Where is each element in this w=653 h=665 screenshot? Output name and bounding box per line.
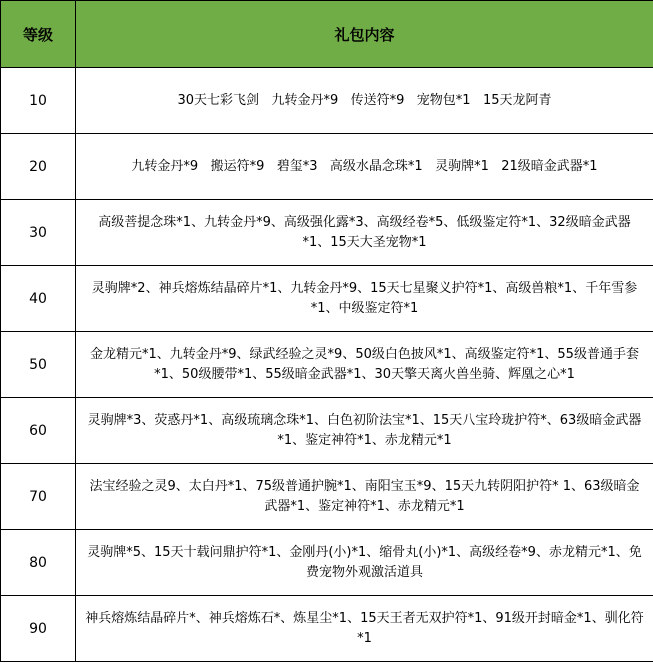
table-row — [1, 596, 653, 662]
row-level: 90 — [1, 596, 76, 662]
row-content — [76, 200, 653, 266]
row-content-text: 金龙精元*1、九转金丹*9、绿武经验之灵*9、50级白色披风*1、高级鉴定符*1、55级普通手套*1、50级腰带*1、55级暗金武器*1、30天擎天离火兽坐骑、辉凰之心*1 — [90, 346, 639, 382]
row-content-text: 灵驹牌*5、15天十载问鼎护符*1、金刚丹(小)*1、缩骨丸(小)*1、高级经卷*9、赤龙精元*1、免费宠物外观激活道具 — [87, 544, 642, 580]
row-content — [76, 134, 653, 200]
row-content — [76, 398, 653, 464]
row-level: 50 — [1, 332, 76, 398]
row-content-text: 灵驹牌*2、神兵熔炼结晶碎片*1、九转金丹*9、15天七星聚义护符*1、高级兽粮*1、千年雪参*1、中级鉴定符*1 — [91, 280, 638, 316]
table-row — [1, 530, 653, 596]
row-level: 20 — [1, 134, 76, 200]
table-row — [1, 398, 653, 464]
header-level: 等级 — [1, 1, 76, 68]
row-level: 30 — [1, 200, 76, 266]
table-row — [1, 68, 653, 134]
row-content-text: 灵驹牌*3、荧惑丹*1、高级琉璃念珠*1、白色初阶法宝*1、15天八宝玲珑护符*、63级暗金武器*1、鉴定神符*1、赤龙精元*1 — [87, 412, 642, 448]
table-row — [1, 332, 653, 398]
row-content — [76, 332, 653, 398]
row-content-text: 神兵熔炼结晶碎片*、神兵熔炼石*、炼星尘*1、15天王者无双护符*1、91级开封暗金*1、驯化符*1 — [85, 610, 644, 646]
table-row — [1, 134, 653, 200]
row-content — [76, 464, 653, 530]
table-row — [1, 266, 653, 332]
row-level: 40 — [1, 266, 76, 332]
row-level: 60 — [1, 398, 76, 464]
table-row — [1, 200, 653, 266]
row-level: 10 — [1, 68, 76, 134]
table-header — [1, 1, 653, 68]
row-level: 70 — [1, 464, 76, 530]
row-content — [76, 68, 653, 134]
row-level: 80 — [1, 530, 76, 596]
table-row — [1, 464, 653, 530]
row-content-text: 法宝经验之灵9、太白丹*1、75级普通护腕*1、南阳宝玉*9、15天九转阴阳护符* 1、63级暗金武器*1、鉴定神符*1、赤龙精元*1 — [89, 478, 640, 514]
row-content — [76, 530, 653, 596]
row-content-text: 30天七彩飞剑 九转金丹*9 传送符*9 宠物包*1 15天龙阿青 — [177, 92, 552, 108]
row-content — [76, 596, 653, 662]
header-row — [1, 1, 653, 68]
row-content-text: 九转金丹*9 搬运符*9 碧玺*3 高级水晶念珠*1 灵驹牌*1 21级暗金武器*1 — [131, 158, 598, 174]
row-content — [76, 266, 653, 332]
table-body — [1, 68, 653, 662]
header-content: 礼包内容 — [76, 1, 653, 68]
row-content-text: 高级菩提念珠*1、九转金丹*9、高级强化露*3、高级经卷*5、低级鉴定符*1、32级暗金武器*1、15天大圣宠物*1 — [98, 214, 631, 250]
